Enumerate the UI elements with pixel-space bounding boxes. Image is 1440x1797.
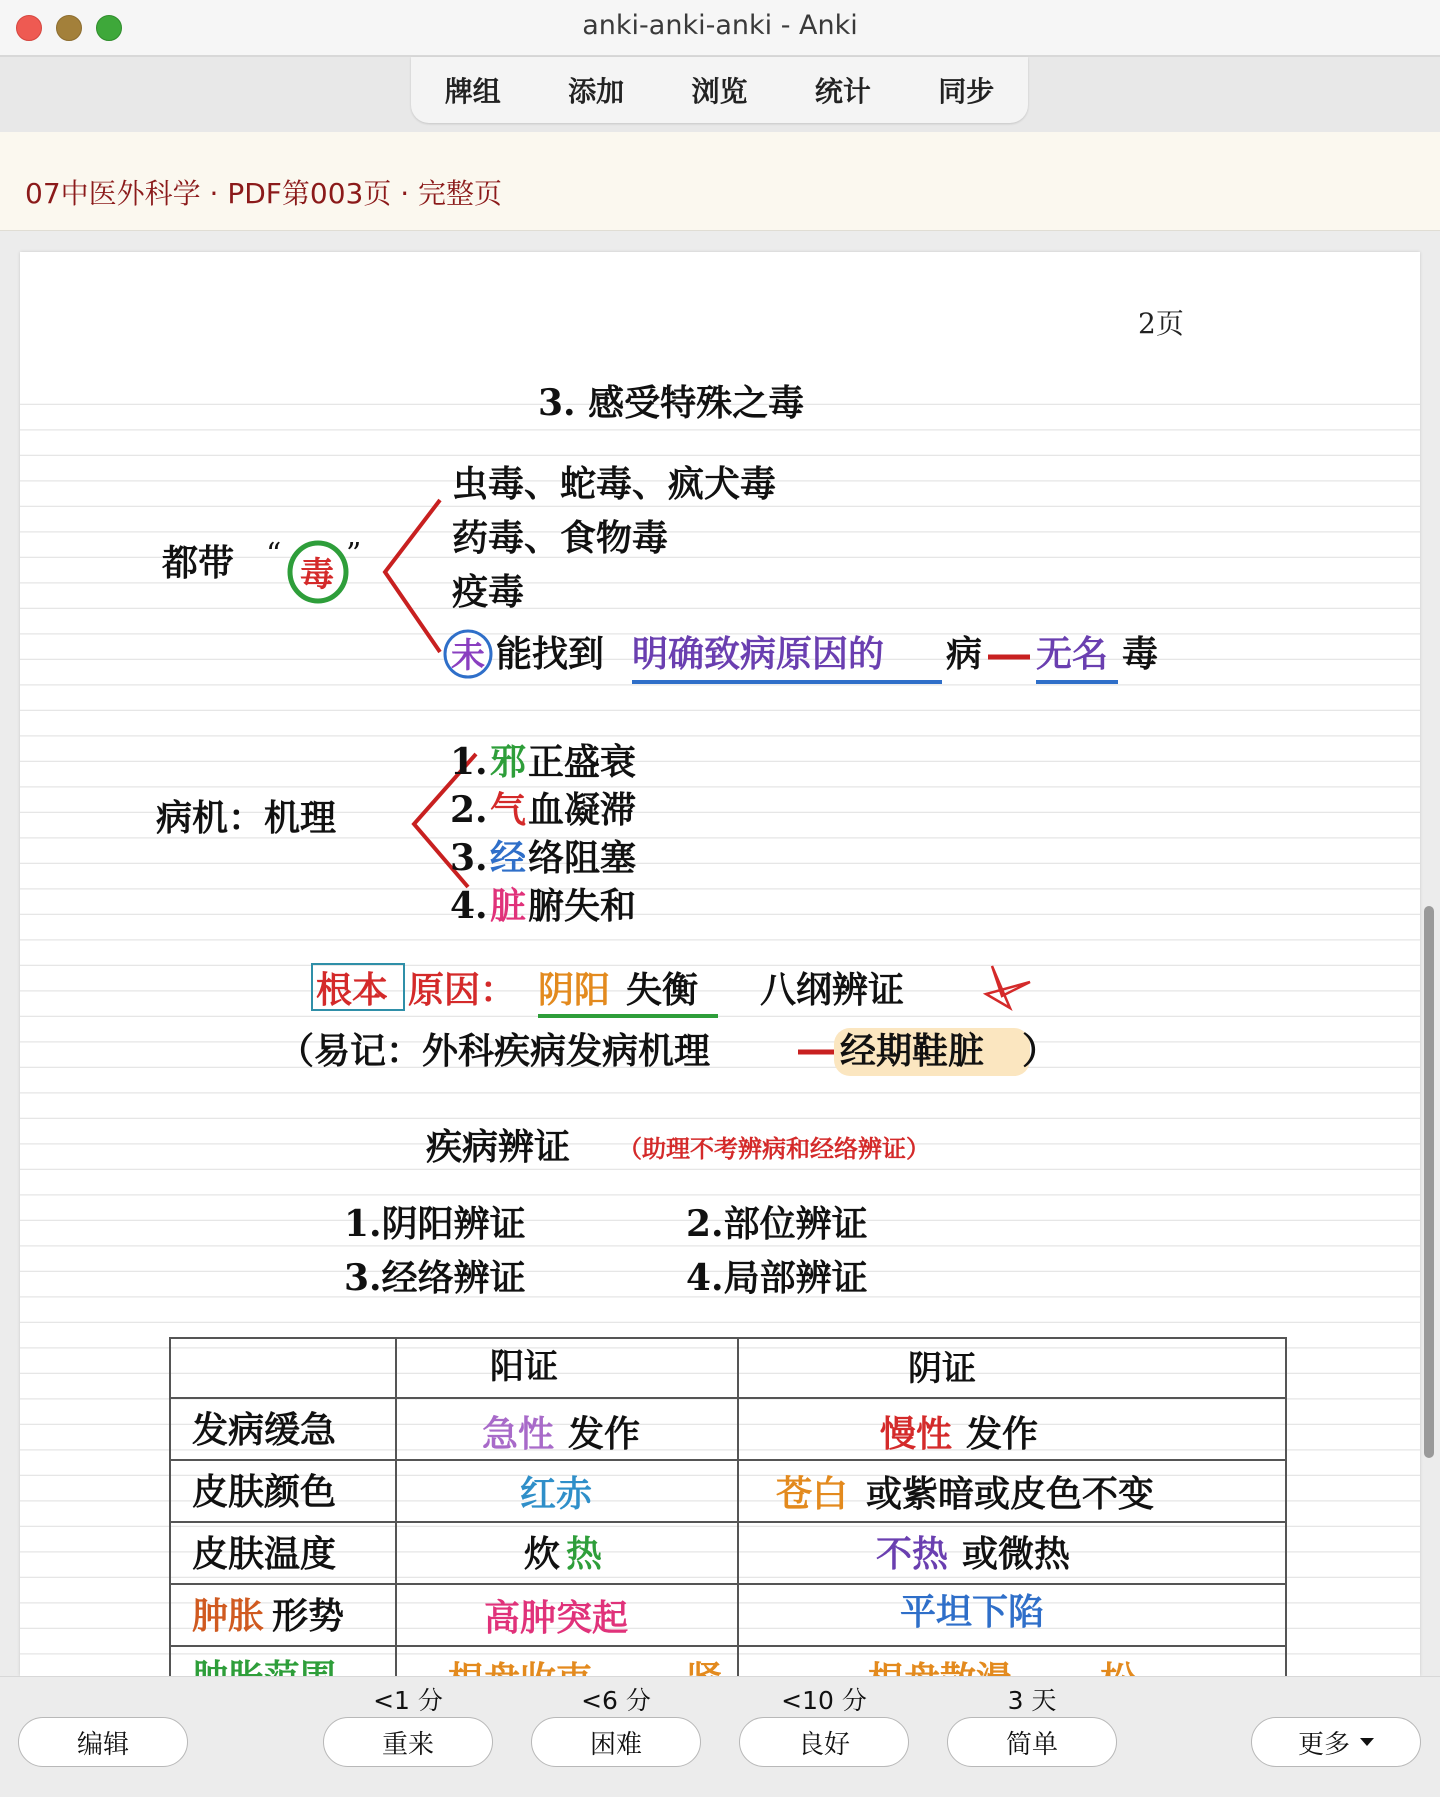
interval-easy: 3 天	[1007, 1686, 1057, 1715]
vertical-scrollbar[interactable]	[1424, 906, 1434, 1458]
more-label: 更多	[1297, 1729, 1350, 1760]
diag-item: 1.阴阳辨证	[344, 1203, 526, 1245]
cell-yang: 高肿突起	[484, 1597, 629, 1639]
row-label: 皮肤温度	[192, 1533, 337, 1575]
cell-yang: 急性	[482, 1413, 555, 1455]
hard-button[interactable]: 困难	[531, 1717, 701, 1767]
main-toolbar	[0, 57, 1440, 132]
cell-yang: 炊	[524, 1533, 561, 1575]
row-label: 发病缓急	[192, 1409, 337, 1451]
row-label: 形势	[272, 1595, 345, 1637]
diag-note: （助理不考辨病和经络辨证）	[618, 1134, 930, 1163]
cell-yin: 或紫暗或皮色不变	[866, 1473, 1155, 1515]
cell-yin: 发作	[966, 1413, 1039, 1455]
unknown-circled: 未	[451, 636, 485, 676]
unknown-text: 能找到	[496, 633, 605, 675]
tab-add[interactable]: 添加	[568, 75, 625, 108]
easy-button[interactable]: 简单	[947, 1717, 1117, 1767]
table-header: 阳证	[490, 1347, 558, 1387]
unknown-result-a: 无名	[1036, 633, 1109, 675]
mechanism-number: 3.	[450, 837, 488, 879]
unknown-end: 病	[946, 633, 983, 675]
row-label: 皮肤颜色	[192, 1471, 337, 1513]
note-page	[20, 252, 1420, 1676]
poison-label: 都带	[162, 542, 235, 584]
poison-item: 虫毒、蛇毒、疯犬毒	[452, 463, 777, 505]
window-title: anki-anki-anki - Anki	[582, 10, 858, 41]
diag-item: 2.部位辨证	[686, 1203, 868, 1245]
more-button[interactable]	[1251, 1717, 1421, 1767]
poison-item: 药毒、食物毒	[452, 517, 669, 559]
unknown-highlight: 明确致病原因的	[632, 633, 885, 675]
mechanism-label: 病机：机理	[156, 797, 337, 839]
root-b: 原因：	[408, 969, 517, 1011]
diag-item: 3.经络辨证	[344, 1257, 526, 1299]
good-button[interactable]: 良好	[739, 1717, 909, 1767]
poison-item: 疫毒	[452, 571, 525, 613]
cell-yin: 平坦下陷	[900, 1591, 1045, 1633]
toolbar-tabs	[411, 57, 1028, 123]
deck-path: 07中医外科学 · PDF第003页 · 完整页	[25, 177, 503, 210]
row-label: 肿胀	[192, 1595, 265, 1637]
cell-yang: 发作	[568, 1413, 641, 1455]
tab-stats[interactable]: 统计	[814, 75, 871, 108]
interval-good: <10 分	[781, 1686, 867, 1715]
tab-decks[interactable]: 牌组	[444, 75, 501, 108]
again-button[interactable]: 重来	[323, 1717, 493, 1767]
poison-quote-close: ”	[346, 537, 362, 572]
table-header: 阴证	[908, 1349, 976, 1389]
memo-c: ）	[1022, 1030, 1059, 1072]
page-number: 2页	[1138, 307, 1184, 340]
note-heading: 3. 感受特殊之毒	[538, 382, 805, 424]
cell-yang: 热	[566, 1533, 603, 1575]
interval-hard: <6 分	[581, 1686, 651, 1715]
cell-yin: 苍白	[776, 1473, 849, 1515]
unknown-result-b: 毒	[1122, 633, 1159, 675]
tab-sync[interactable]: 同步	[938, 75, 995, 108]
chevron-down-icon	[1360, 1738, 1374, 1746]
mechanism-text: 腑失和	[528, 885, 637, 927]
root-e: 八纲辨证	[760, 969, 905, 1011]
card-content[interactable]	[20, 252, 1420, 1676]
diag-title: 疾病辨证	[426, 1126, 571, 1168]
root-a: 根本	[316, 969, 389, 1011]
mechanism-text: 血凝滞	[528, 789, 637, 831]
card-header	[0, 132, 1440, 231]
mechanism-key: 经	[490, 837, 527, 879]
diag-item: 4.局部辨证	[686, 1257, 868, 1299]
cell-yin: 慢性	[880, 1413, 953, 1455]
interval-again: <1 分	[373, 1686, 443, 1715]
mechanism-text: 正盛衰	[528, 741, 637, 783]
mechanism-number: 2.	[450, 789, 488, 831]
mechanism-number: 1.	[450, 741, 488, 783]
cell-yin: 不热	[876, 1533, 949, 1575]
title-bar	[0, 0, 1440, 57]
tab-browse[interactable]: 浏览	[691, 75, 748, 108]
mechanism-text: 络阻塞	[528, 837, 637, 879]
poison-char: 毒	[300, 555, 334, 595]
cell-yang: 红赤	[520, 1473, 593, 1515]
cell-yin: 或微热	[962, 1533, 1071, 1575]
edit-button[interactable]: 编辑	[18, 1717, 188, 1767]
root-d: 失衡	[626, 969, 699, 1011]
mechanism-key: 气	[490, 789, 527, 831]
memo-a: （易记：外科疾病发病机理	[278, 1030, 711, 1072]
answer-bar	[0, 1676, 1440, 1797]
mechanism-key: 邪	[490, 741, 527, 783]
memo-b: 经期鞋脏	[840, 1030, 985, 1072]
mechanism-number: 4.	[450, 885, 488, 927]
root-c: 阴阳	[538, 969, 611, 1011]
mechanism-key: 脏	[490, 885, 527, 927]
poison-quote-open: “	[266, 537, 282, 572]
